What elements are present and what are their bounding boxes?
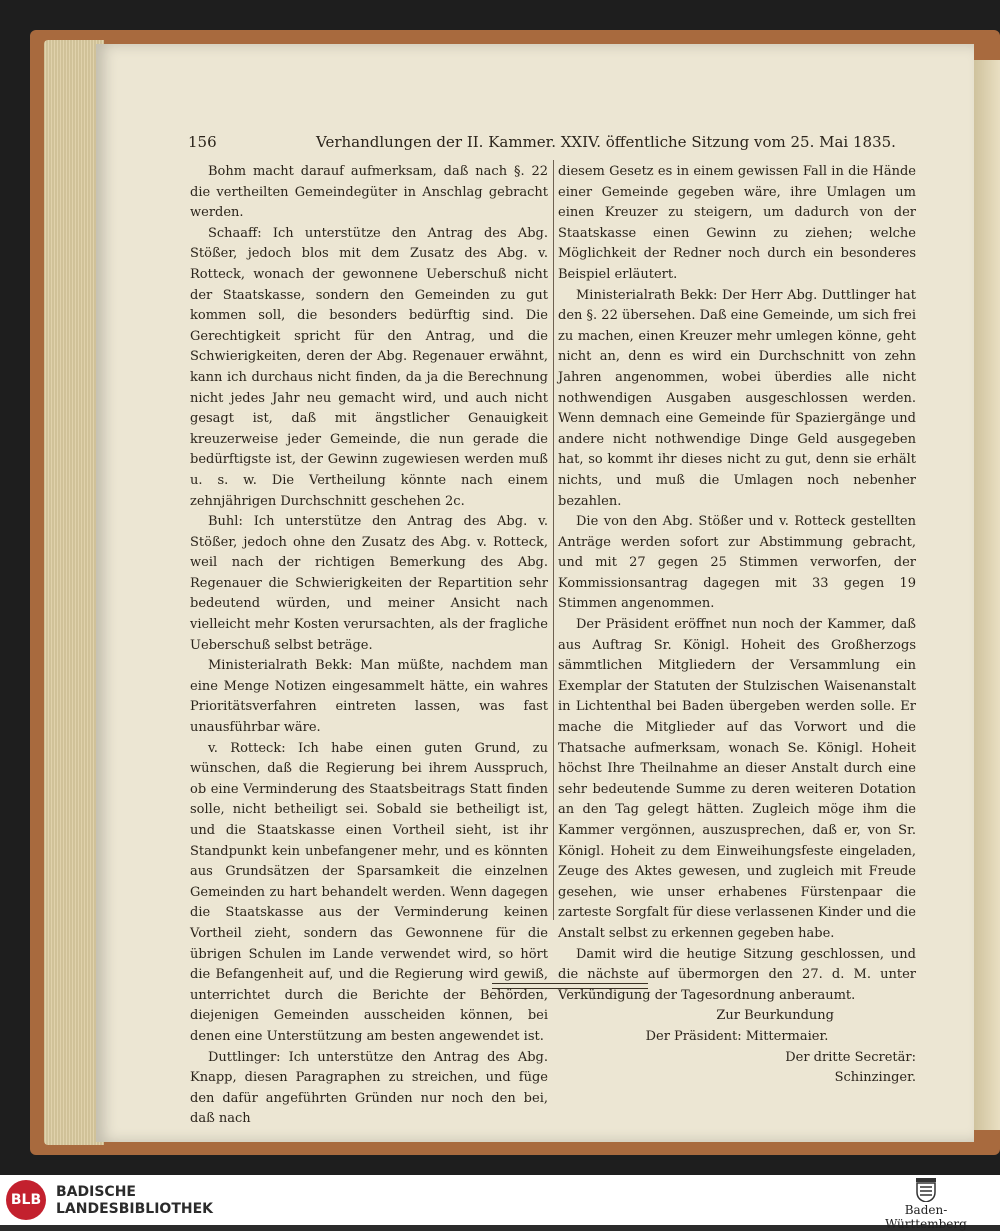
page-number: 156	[188, 133, 217, 151]
paragraph: Damit wird die heutige Sitzung geschlossen, und die nächste auf übermorgen den 27. d. M. unter Verkündigung der Tagesordnung anberaumt.	[558, 946, 916, 1003]
library-name[interactable]	[56, 1184, 213, 1218]
paragraph: Ministerialrath Bekk: Der Herr Abg. Duttlinger hat den §. 22 übersehen. Daß eine Gemeinde, um sich frei zu machen, einen Kreuzer mehr umlegen könne, geht nicht an, denn es wird ein Durchschnitt von zehn Jahren angenommen, wobei überdies alle nicht nothwendigen Ausgaben ausgeschlossen werden. Wenn demnach eine Gemeinde für Spaziergänge und andere nicht nothwendige Dinge Geld ausgegeben hat, so kommt ihr dieses nicht zu gut, denn sie erhält nichts, und muß die Umlagen noch nebenher bezahlen.	[558, 287, 916, 509]
paragraph: Bohm macht darauf aufmerksam, daß nach §. 22 die vertheilten Gemeindegüter in Anschlag gebracht werden.	[190, 164, 548, 221]
baden-wuerttemberg-logo[interactable]	[866, 1178, 986, 1231]
library-name-line1: BADISCHE	[56, 1184, 136, 1200]
signature-secretary-name: Schinzinger.	[834, 1070, 916, 1086]
column-divider	[553, 160, 554, 920]
paragraph: diesem Gesetz es in einem gewissen Fall in die Hände einer Gemeinde gegeben wäre, ihre Umlagen um einen Kreuzer zu steigern, um dadurch von der Staatskasse einen Gewinn zu ziehen; welche Möglichkeit der Redner noch durch ein besonderes Beispiel erläutert.	[558, 164, 916, 282]
signature-secretary-title: Der dritte Secretär:	[785, 1049, 916, 1065]
paragraph: Schaaff: Ich unterstütze den Antrag des Abg. Stößer, jedoch blos mit dem Zusatz des Abg. v. Rotteck, wonach der gewonnene Ueberschuß nicht der Staatskasse, sondern den Gemeinden zu gut kommen soll, die besonders bedürftig sind. Die Gerechtigkeit spricht für den Antrag, und die Schwierigkeiten, deren der Abg. Regenauer erwähnt, kann ich durchaus nicht finden, da ja die Berechnung nicht jedes Jahr neu gemacht wird, und auch nicht gesagt ist, daß mit ängstlicher Genauigkeit kreuzerweise jeder Gemeinde, die nun gerade die bedürftigste ist, der Gewinn zugewiesen werden muß u. s. w. Die Vertheilung könnte nach einem zehnjährigen Durchschnitt geschehen 2c.	[190, 225, 548, 509]
signature-line: Zur Beurkundung	[716, 1008, 834, 1024]
coat-of-arms-icon	[915, 1178, 937, 1202]
paragraph: Buhl: Ich unterstütze den Antrag des Abg. v. Stößer, jedoch ohne den Zusatz des Abg. v. Rotteck, weil nach der richtigen Bemerkung des Abg. Regenauer die Schwierigkeiten der Repartition sehr bedeutend würden, und meiner Ansicht nach vielleicht mehr Kosten verursachten, als der fragliche Ueberschuß selbst beträge.	[190, 514, 548, 653]
signature-president: Der Präsident: Mittermaier.	[645, 1028, 829, 1044]
paragraph: v. Rotteck: Ich habe einen guten Grund, zu wünschen, daß die Regierung bei ihrem Ausspruch, ob eine Verminderung des Staatsbeitrags Statt finden solle, nicht betheiligt sei. Sobald sie betheiligt ist, und die Staatskasse einen Vortheil sieht, ist ihr Standpunkt kein unbefangener mehr, und es könnten aus Grundsätzen der Sparsamkeit die einzelnen Gemeinden zu hart behandelt werden. Wenn dagegen die Staatskasse aus der Verminderung keinen Vortheil zieht, sondern das Gewonnene für die übrigen Schulen im Lande verwendet wird, so hört die Befangenheit auf, und die Regierung wird gewiß, unterrichtet durch die Berichte der Behörden, diejenigen Gemeinden ausscheiden können, bei denen eine Unterstützung am besten angewendet ist.	[190, 740, 548, 1044]
paragraph: Ministerialrath Bekk: Man müßte, nachdem man eine Menge Notizen eingesammelt hätte, ein wahres Prioritätsverfahren eintreten lassen, was fast unausführbar wäre.	[190, 658, 548, 736]
state-label: Baden-Württemberg	[885, 1203, 967, 1231]
page-header	[188, 133, 918, 155]
blb-logo[interactable]: BLB	[6, 1180, 46, 1220]
page-edges	[44, 40, 104, 1145]
paragraph: Duttlinger: Ich unterstütze den Antrag des Abg. Knapp, diesen Paragraphen zu streichen, und füge den dafür angeführten Gründen nur noch den bei, daß nach	[190, 1049, 548, 1127]
library-name-line2: LANDESBIBLIOTHEK	[56, 1201, 214, 1217]
right-page-edge	[974, 60, 1000, 1130]
right-column	[558, 162, 916, 1089]
paragraph: Die von den Abg. Stößer und v. Rotteck gestellten Anträge werden sofort zur Abstimmung gebracht, und mit 27 gegen 25 Stimmen verworfen, der Kommissionsantrag dagegen mit 33 gegen 19 Stimmen angenommen.	[558, 514, 916, 612]
end-rule	[492, 983, 648, 989]
paragraph: Der Präsident eröffnet nun noch der Kammer, daß aus Auftrag Sr. Königl. Hoheit des Großherzogs sämmtlichen Mitgliedern der Versammlung ein Exemplar der Statuten der Stulzischen Waisenanstalt in Lichtenthal bei Baden übergeben werden solle. Er mache die Mitglieder auf das Vorwort und die Thatsache aufmerksam, wonach Se. Königl. Hoheit höchst Ihre Theilnahme an dieser Anstalt durch eine sehr bedeutende Summe zu deren weiteren Dotation an den Tag gelegt hätten. Zugleich möge ihm die Kammer vergönnen, auszusprechen, daß er, von Sr. Königl. Hoheit zu dem Einweihungsfeste eingeladen, Zeuge des Aktes gewesen, und zugleich mit Freude gesehen, wie unser erhabenes Fürstenpaar die zarteste Sorgfalt für diese verlassenen Kinder und die Anstalt selbst zu erkennen gegeben habe.	[558, 617, 916, 941]
running-title: Verhandlungen der II. Kammer. XXIV. öffentliche Sitzung vom 25. Mai 1835.	[316, 133, 896, 151]
footer-bar	[0, 1175, 1000, 1231]
